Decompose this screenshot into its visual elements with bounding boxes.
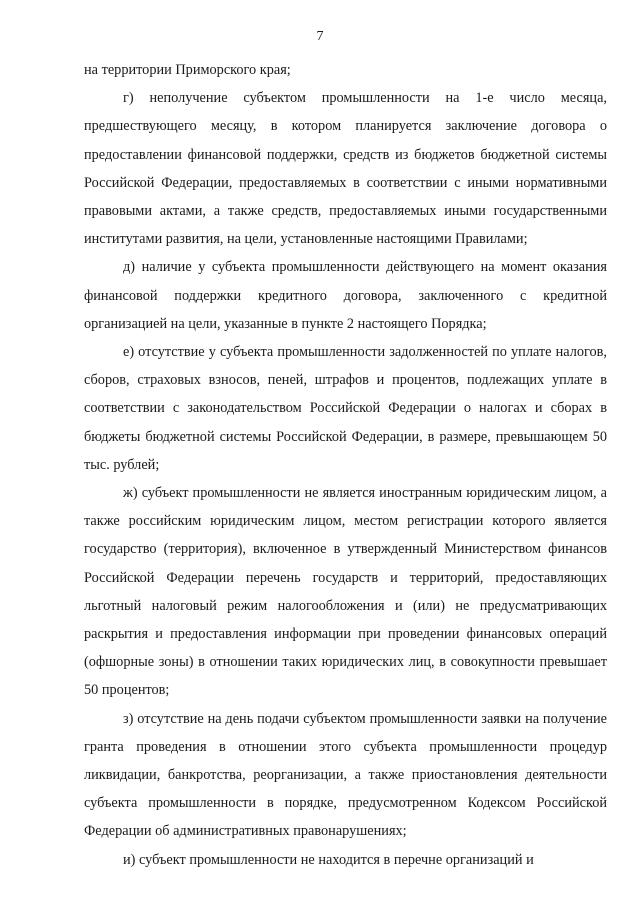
- paragraph-item-z: з) отсутствие на день подачи субъектом промышленности заявки на получение гранта проведения в отношении этого субъекта промышленности процедур ликвидации, банкротства, реорганизации, а также приостановления деятельности субъекта промышленности в порядке, предусмотренном Кодексом Российской Федерации об административных правонарушениях;: [84, 710, 607, 840]
- paragraph-continuation: на территории Приморского края;: [84, 62, 291, 78]
- paragraph-item-e: е) отсутствие у субъекта промышленности задолженностей по уплате налогов, сборов, страховых взносов, пеней, штрафов и процентов, подлежащих уплате в соответствии с законодательством Российской Федерации о налогах и сборах в бюджеты бюджетной системы Российской Федерации, в размере, превышающем 50 тыс. рублей;: [84, 344, 607, 473]
- paragraph-item-g: г) неполучение субъектом промышленности на 1-е число месяца, предшествующего месяцу, в котором планируется заключение договора о предоставлении финансовой поддержки, средств из бюджетов бюджетной системы Российской Федерации, предоставляемых в соответствии с иными нормативными правовыми актами, а также средств, предоставляемых иными государственными институтами развития, на цели, установленные настоящими Правилами;: [84, 90, 607, 248]
- paragraph-item-d: д) наличие у субъекта промышленности действующего на момент оказания финансовой поддержки кредитного договора, заключенного с кредитной организацией на цели, указанные в пункте 2 настоящего Порядка;: [84, 259, 607, 332]
- document-body: [84, 56, 607, 874]
- paragraph-item-zh: ж) субъект промышленности не является иностранным юридическим лицом, а также российским юридическим лицом, местом регистрации которого является государство (территория), включенное в утвержденный Министерством финансов Российской Федерации перечень государств и территорий, предоставляющих льготный налоговый режим налогообложения и (или) не предусматривающих раскрытия и предоставления информации при проведении финансовых операций (офшорные зоны) в отношении таких юридических лиц, в совокупности превышает 50 процентов;: [84, 485, 607, 699]
- paragraph-item-i: и) субъект промышленности не находится в перечне организаций и: [123, 851, 534, 868]
- page-number: 7: [316, 29, 324, 44]
